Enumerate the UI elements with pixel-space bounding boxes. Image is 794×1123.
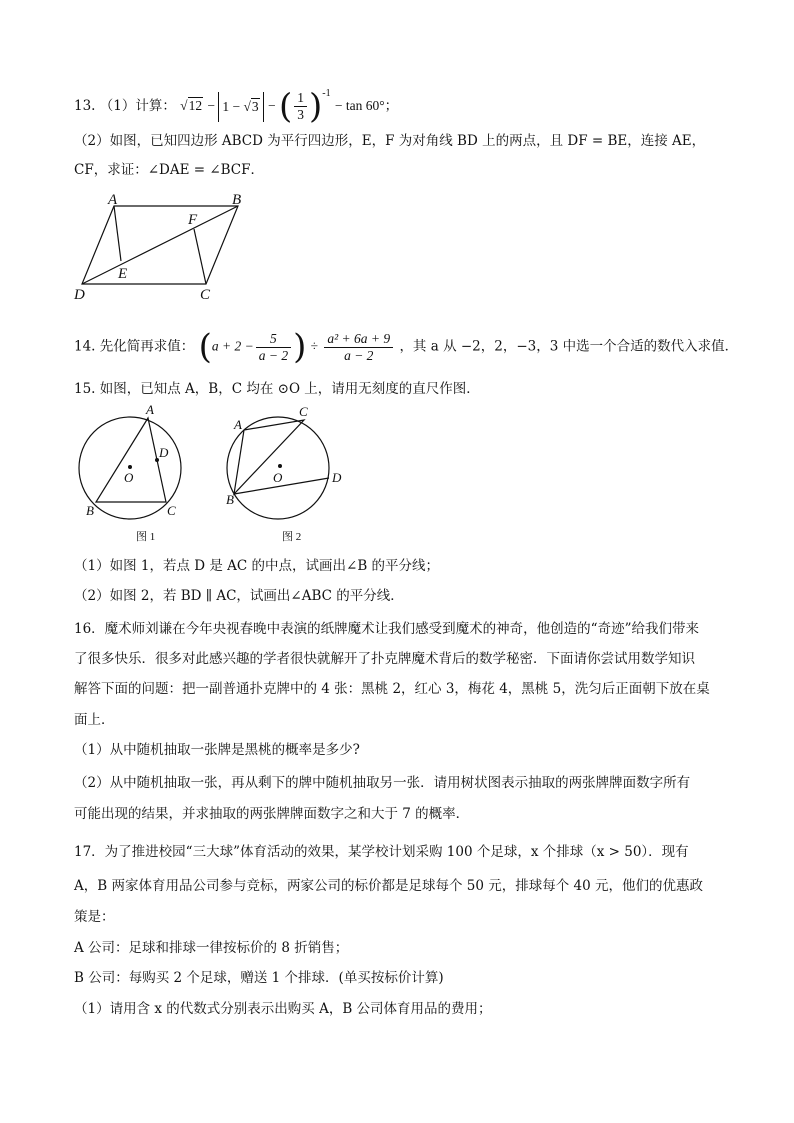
q15-part2: （2）如图 2，若 BD ∥ AC，试画出∠ABC 的平分线． xyxy=(74,588,404,604)
q16-part2-line1: （2）从中随机抽取一张，再从剩下的牌中随机抽取另一张．请用树状图表示抽取的两张牌牌面数字所有 xyxy=(74,775,691,791)
fig2-label-B: B xyxy=(86,503,94,518)
fig1-label-A: A xyxy=(108,192,118,208)
fig2-label-D: D xyxy=(159,445,169,460)
q13-exponent: -1 xyxy=(322,88,331,99)
q14-a-plus-2: a + 2 − xyxy=(211,338,254,354)
q13-part2-line1: （2）如图，已知四边形 ABCD 为平行四边形，E，F 为对角线 BD 上的两点，且 DF = BE，连接 AE， xyxy=(74,133,706,149)
q13-parallelogram-figure xyxy=(70,192,260,304)
q14-fraction1: $\frac{5}{a - 2}$ xyxy=(256,331,291,364)
q17-line2: A，B 两家体育用品公司参与竞标，两家公司的标价都是足球每个 50 元，排球每个 40 元，他们的优惠政 xyxy=(74,878,703,894)
q17-line3: 策是： xyxy=(74,909,115,925)
q13-sqrt12: √12 xyxy=(180,98,203,113)
fig3-label-A: A xyxy=(234,417,242,432)
fig3-label-O: O xyxy=(273,470,283,485)
fig1-label-E: E xyxy=(118,266,128,282)
q13-tail: − tan 60°； xyxy=(334,98,399,113)
q15-intro: 15. 如图，已知点 A，B，C 均在 ⊙O 上，请用无刻度的直尺作图． xyxy=(74,381,480,397)
fig3-label-B: B xyxy=(226,492,234,507)
fig3-label-C: C xyxy=(299,404,308,419)
q15-figure2 xyxy=(224,402,354,544)
fig2-label-A: A xyxy=(146,402,154,417)
q14-divide: ÷ xyxy=(310,338,319,354)
q13-part2-line2: CF，求证：∠DAE = ∠BCF． xyxy=(74,162,265,178)
q14-line: 14. 先化简再求值： (a + 2 − $\frac{5}{a - 2}$ ) ÷ $\frac{\text{a² + 6a + 9}}{a - 2}$ ，其 a 从 −2，2，−3，3 中选一个合适的数代入求值． xyxy=(74,327,739,367)
q17-part1: （1）请用含 x 的代数式分别表示出购买 A，B 公司体育用品的费用； xyxy=(74,1001,492,1017)
q17-company-a: A 公司：足球和排球一律按标价的 8 折销售； xyxy=(74,940,349,956)
q16-part1: （1）从中随机抽取一张牌是黑桃的概率是多少? xyxy=(74,742,360,758)
q14-suffix: ，其 a 从 −2，2，−3，3 中选一个合适的数代入求值． xyxy=(399,338,739,355)
q13-part1-prefix: （1）计算： xyxy=(99,98,176,114)
q13-abs-expression: 1 − √3 xyxy=(218,92,263,122)
fig1-label-B: B xyxy=(232,192,242,208)
fig2-label-C: C xyxy=(167,503,176,518)
q17-line1: 17．为了推进校园“三大球”体育活动的效果，某学校计划采购 100 个足球，x 个排球（x > 50）．现有 xyxy=(74,844,689,860)
fig3-label-D: D xyxy=(332,470,342,485)
fig1-label-F: F xyxy=(188,212,198,228)
fig1-label-C: C xyxy=(200,287,211,303)
fig3-caption: 图 2 xyxy=(282,531,302,543)
q16-part2-line2: 可能出现的结果，并求抽取的两张牌牌面数字之和大于 7 的概率． xyxy=(74,806,470,822)
fig2-label-O: O xyxy=(124,470,134,485)
q13-number: 13. xyxy=(74,98,96,114)
fig1-label-D: D xyxy=(74,287,85,303)
q16-line1: 16．魔术师刘谦在今年央视春晚中表演的纸牌魔术让我们感受到魔术的神奇，他创造的“奇迹”给我们带来 xyxy=(74,621,699,637)
q16-line4: 面上． xyxy=(74,712,115,728)
q15-part1: （1）如图 1，若点 D 是 AC 的中点，试画出∠B 的平分线； xyxy=(74,558,440,574)
q16-line2: 了很多快乐．很多对此感兴趣的学者很快就解开了扑克牌魔术背后的数学秘密．下面请你尝试用数学知识 xyxy=(74,651,695,667)
q14-fraction2: $\frac{\text{a² + 6a + 9}}{a - 2}$ xyxy=(324,331,393,364)
fig2-caption: 图 1 xyxy=(136,531,156,543)
q13-part1: 13. （1）计算： √12 − 1 − √3 − ( $\frac{1}{3}$ )$^{-1}$ − tan 60°； xyxy=(74,86,399,127)
q17-company-b: B 公司：每购买 2 个足球，赠送 1 个排球．(单买按标价计算) xyxy=(74,970,444,986)
q16-line3: 解答下面的问题：把一副普通扑克牌中的 4 张：黑桃 2，红心 3，梅花 4，黑桃 5，洗匀后正面朝下放在桌 xyxy=(74,681,710,697)
q14-prefix: 先化简再求值： xyxy=(99,338,195,355)
q14-number: 14. xyxy=(74,338,96,355)
q15-figure1 xyxy=(76,402,186,544)
q13-fraction: $\frac{1}{3}$ xyxy=(294,90,307,123)
